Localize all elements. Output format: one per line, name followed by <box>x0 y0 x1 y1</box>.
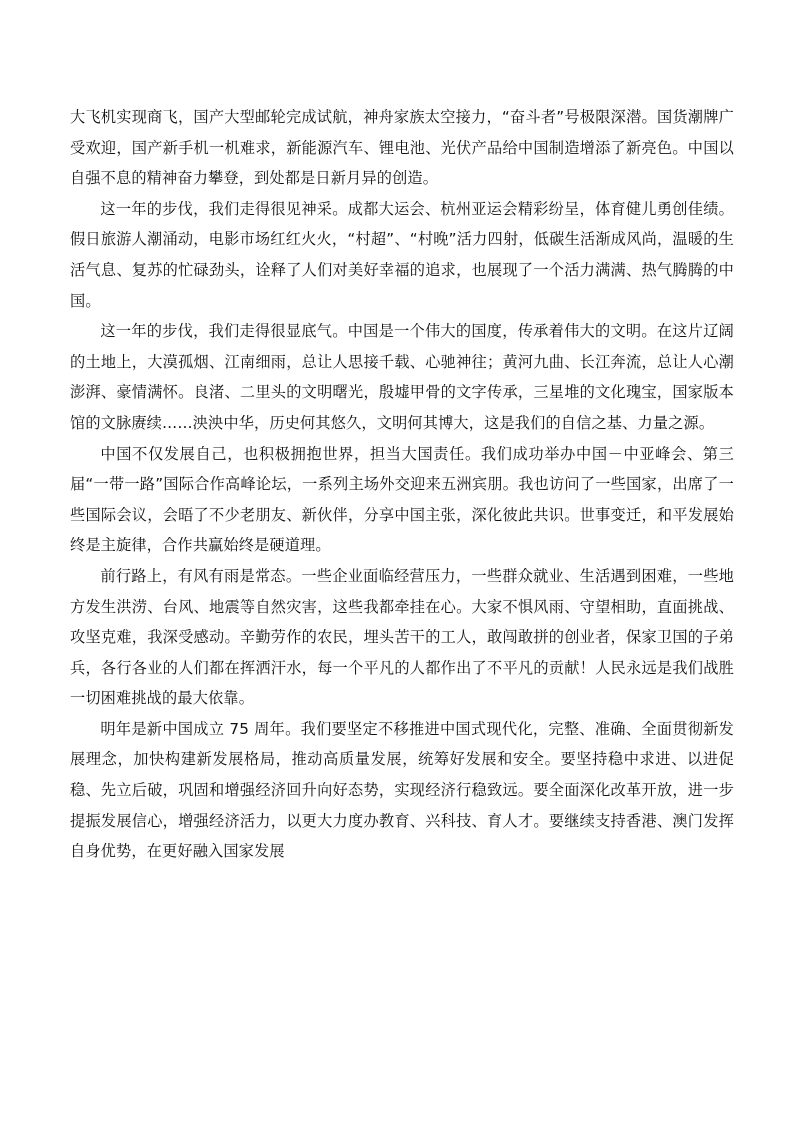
paragraph-vigor: 这一年的步伐，我们走得很见神采。成都大运会、杭州亚运会精彩纷呈，体育健儿勇创佳绩。假日旅游人潮涌动，电影市场红红火火，“村超”、“村晚”活力四射，低碳生活渐成风尚，温暖的生活气息、复苏的忙碌劲头，诠释了人们对美好幸福的追求，也展现了一个活力满满、热气腾腾的中国。 <box>70 199 734 310</box>
document-body <box>70 102 734 867</box>
paragraph-continuation: 大飞机实现商飞，国产大型邮轮完成试航，神舟家族太空接力，“奋斗者”号极限深潜。国货潮牌广受欢迎，国产新手机一机难求，新能源汽车、锂电池、光伏产品给中国制造增添了新亮色。中国以自强不息的精神奋力攀登，到处都是日新月异的创造。 <box>70 108 734 188</box>
paragraph-next-year: 明年是新中国成立 75 周年。我们要坚定不移推进中国式现代化，完整、准确、全面贯彻新发展理念，加快构建新发展格局，推动高质量发展，统筹好发展和安全。要坚持稳中求进、以进促稳、先立后破，巩固和增强经济回升向好态势，实现经济行稳致远。要全面深化改革开放，进一步提振发展信心，增强经济活力，以更大力度办教育、兴科技、育人才。要继续支持香港、澳门发挥自身优势，在更好融入国家发展 <box>70 719 734 861</box>
paragraph-challenges: 前行路上，有风有雨是常态。一些企业面临经营压力，一些群众就业、生活遇到困难，一些地方发生洪涝、台风、地震等自然灾害，这些我都牵挂在心。大家不惧风雨、守望相助，直面挑战、攻坚克难，我深受感动。辛勤劳作的农民，埋头苦干的工人，敢闯敢拼的创业者，保家卫国的子弟兵，各行各业的人们都在挥洒汗水，每一个平凡的人都作出了不平凡的贡献！人民永远是我们战胜一切困难挑战的最大依靠。 <box>70 566 734 708</box>
paragraph-confidence: 这一年的步伐，我们走得很显底气。中国是一个伟大的国度，传承着伟大的文明。在这片辽阔的土地上，大漠孤烟、江南细雨，总让人思接千载、心驰神往；黄河九曲、长江奔流，总让人心潮澎湃、豪情满怀。良渚、二里头的文明曙光，殷墟甲骨的文字传承，三星堆的文化瑰宝，国家版本馆的文脉赓续……泱泱中华，历史何其悠久，文明何其博大，这是我们的自信之基、力量之源。 <box>70 322 734 432</box>
paragraph-world: 中国不仅发展自己，也积极拥抱世界，担当大国责任。我们成功举办中国－中亚峰会、第三届“一带一路”国际合作高峰论坛，一系列主场外交迎来五洲宾朋。我也访问了一些国家，出席了一些国际会议，会晤了不少老朋友、新伙伴，分享中国主张，深化彼此共识。世事变迁，和平发展始终是主旋律，合作共赢始终是硬道理。 <box>70 444 734 555</box>
